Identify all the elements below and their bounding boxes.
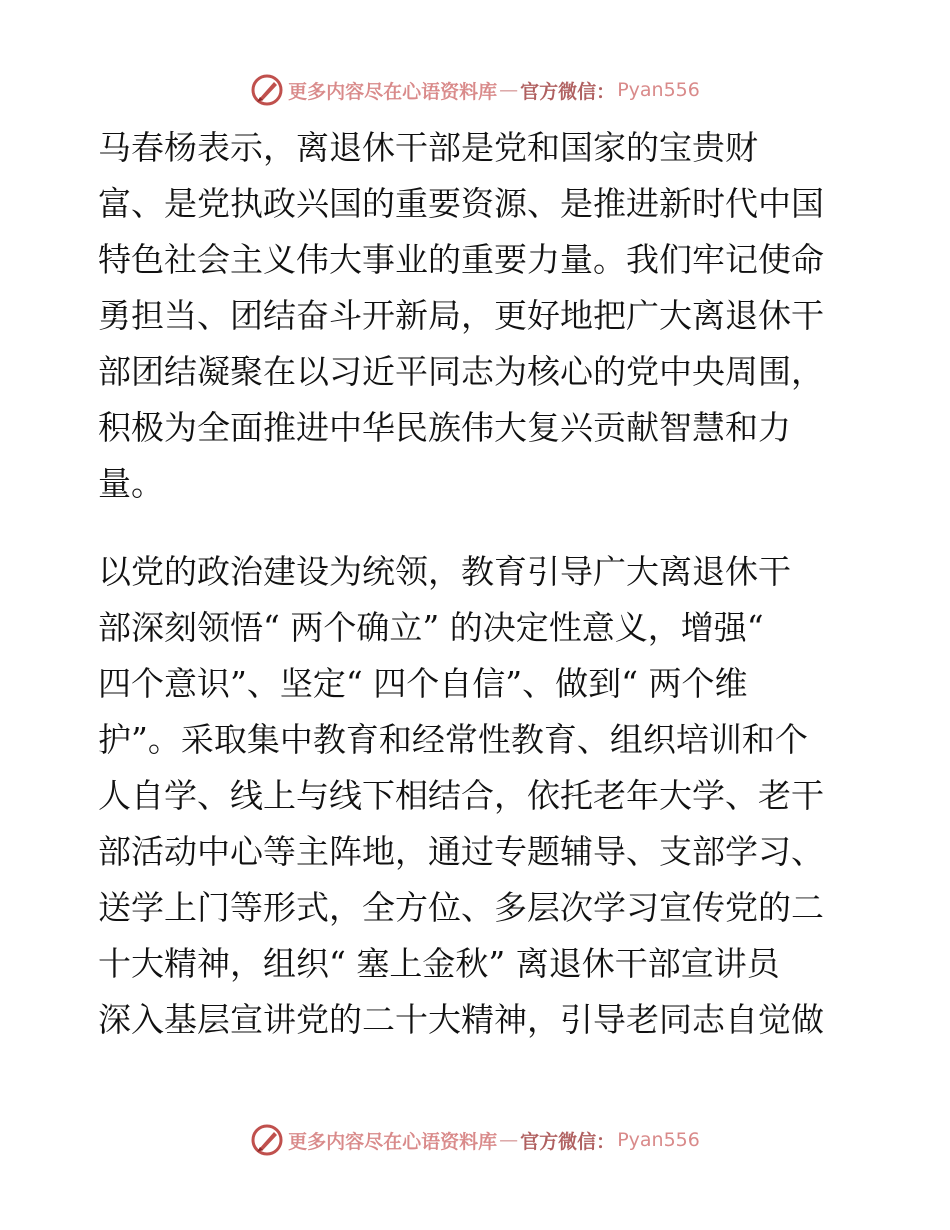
footer-banner	[0, 1120, 950, 1160]
pen-logo-icon	[250, 73, 284, 107]
text-line: 富、是党执政兴国的重要资源、是推进新时代中国	[98, 184, 824, 223]
pen-logo-icon	[250, 1123, 284, 1157]
text-line: 量。	[98, 464, 164, 503]
banner-wechat-id: Pyan556	[617, 79, 700, 101]
text-line: 人自学、线上与线下相结合，依托老年大学、老干	[98, 776, 824, 815]
banner-text: 更多内容尽在心语资料库	[288, 80, 498, 103]
banner-dash: —	[499, 1129, 519, 1151]
text-line: 十大精神，组织“ 塞上金秋” 离退休干部宣讲员	[98, 944, 780, 983]
text-line: 以党的政治建设为统领，教育引导广大离退休干	[98, 552, 791, 591]
text-line: 勇担当、团结奋斗开新局，更好地把广大离退休干	[98, 296, 824, 335]
text-line: 部团结凝聚在以习近平同志为核心的党中央周围，	[98, 352, 824, 391]
text-line: 深入基层宣讲党的二十大精神，引导老同志自觉做	[98, 1000, 824, 1039]
text-line: 护”。采取集中教育和经常性教育、组织培训和个	[98, 720, 808, 759]
text-line: 四个意识”、坚定“ 四个自信”、做到“ 两个维	[98, 664, 748, 703]
header-banner	[0, 70, 950, 110]
text-line: 特色社会主义伟大事业的重要力量。我们牢记使命	[98, 240, 824, 279]
text-line: 部活动中心等主阵地，通过专题辅导、支部学习、	[98, 832, 824, 871]
banner-text: 更多内容尽在心语资料库	[288, 1130, 498, 1153]
banner-wechat-id: Pyan556	[617, 1129, 700, 1151]
text-line: 马春杨表示，离退休干部是党和国家的宝贵财	[98, 128, 758, 167]
banner-official-label: 官方微信：	[520, 80, 616, 103]
text-line: 积极为全面推进中华民族伟大复兴贡献智慧和力	[98, 408, 791, 447]
banner-official-label: 官方微信：	[520, 1130, 616, 1153]
text-line: 部深刻领悟“ 两个确立” 的决定性意义，增强“	[98, 608, 764, 647]
text-line: 送学上门等形式，全方位、多层次学习宣传党的二	[98, 888, 824, 927]
banner-dash: —	[499, 79, 519, 101]
